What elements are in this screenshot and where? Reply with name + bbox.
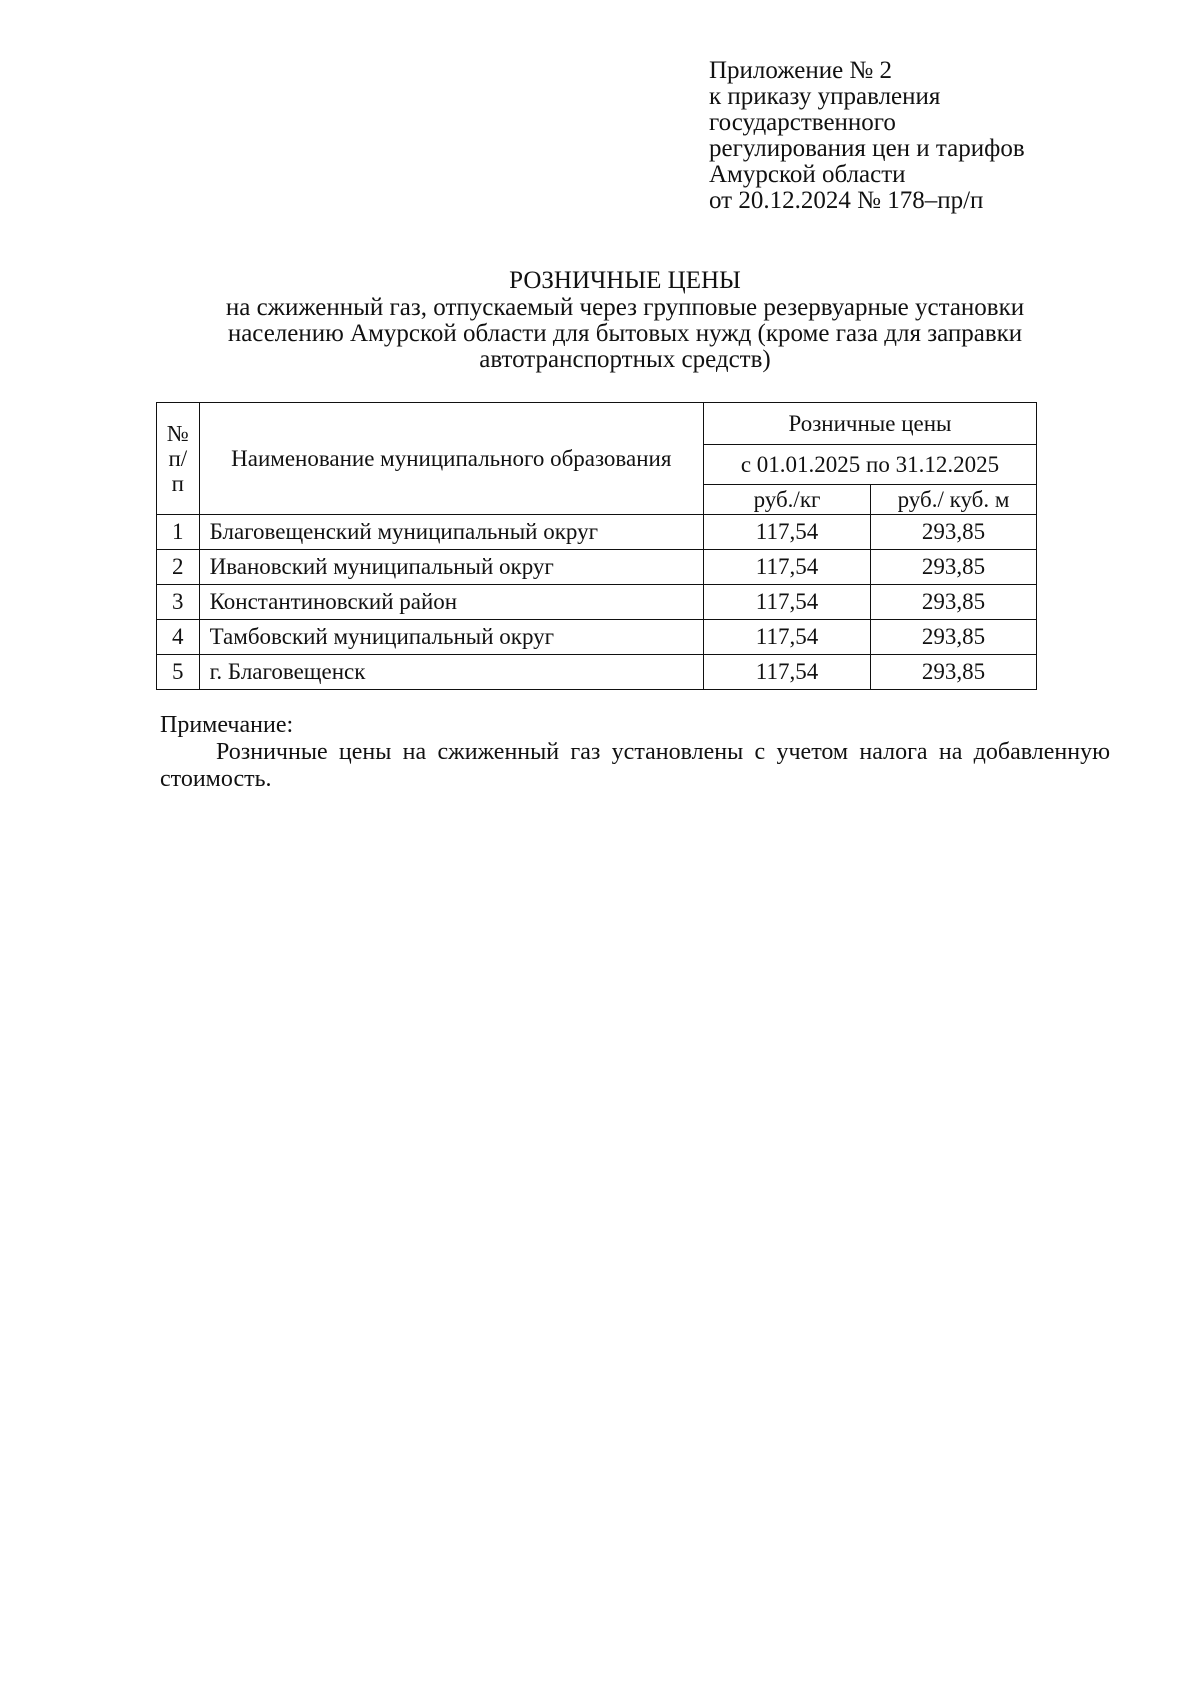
appendix-line: Амурской области [709,161,906,188]
row-price-kg: 117,54 [703,515,870,550]
appendix-line: Приложение № 2 [709,57,893,84]
row-price-kg: 117,54 [703,585,870,620]
header-unit-m3: руб./ куб. м [871,485,1037,515]
row-num: 5 [157,655,200,690]
title-subtitle-line: на сжиженный газ, отпускаемый через групповые резервуарные установки [225,294,1025,321]
row-price-kg: 117,54 [703,620,870,655]
title-subtitle-line: автотранспортных средств) [479,346,771,373]
header-num: № п/п [157,403,200,515]
row-price-m3: 293,85 [871,620,1037,655]
header-prices: Розничные цены [703,403,1036,445]
note-text: Розничные цены на сжиженный газ установлены с учетом налога на добавленную стоимость. [160,739,1110,792]
appendix-line: от 20.12.2024 № 178–пр/п [709,187,984,214]
row-name: Тамбовский муниципальный округ [199,620,703,655]
note-label: Примечание: [160,712,294,738]
table-row [157,655,1037,690]
row-num: 4 [157,620,200,655]
appendix-header [709,58,1025,214]
row-num: 1 [157,515,200,550]
row-price-kg: 117,54 [703,550,870,585]
document-title [160,268,1090,373]
header-period: с 01.01.2025 по 31.12.2025 [703,445,1036,485]
row-num: 2 [157,550,200,585]
row-name: Благовещенский муниципальный округ [199,515,703,550]
row-price-kg: 117,54 [703,655,870,690]
row-name: г. Благовещенск [199,655,703,690]
title-subtitle-line: населению Амурской области для бытовых нужд (кроме газа для заправки [227,320,1023,347]
row-name: Ивановский муниципальный округ [199,550,703,585]
appendix-line: регулирования цен и тарифов [709,135,1025,162]
table-row [157,515,1037,550]
row-num: 3 [157,585,200,620]
row-price-m3: 293,85 [871,550,1037,585]
table-row [157,620,1037,655]
header-name: Наименование муниципального образования [199,403,703,515]
appendix-line: государственного [709,109,896,136]
row-price-m3: 293,85 [871,655,1037,690]
note-section [160,712,1110,793]
table-row [157,585,1037,620]
row-name: Константиновский район [199,585,703,620]
title-main: РОЗНИЧНЫЕ ЦЕНЫ [509,267,741,294]
row-price-m3: 293,85 [871,585,1037,620]
prices-table [156,402,1037,690]
appendix-line: к приказу управления [709,83,941,110]
table-row [157,550,1037,585]
header-unit-kg: руб./кг [703,485,870,515]
row-price-m3: 293,85 [871,515,1037,550]
